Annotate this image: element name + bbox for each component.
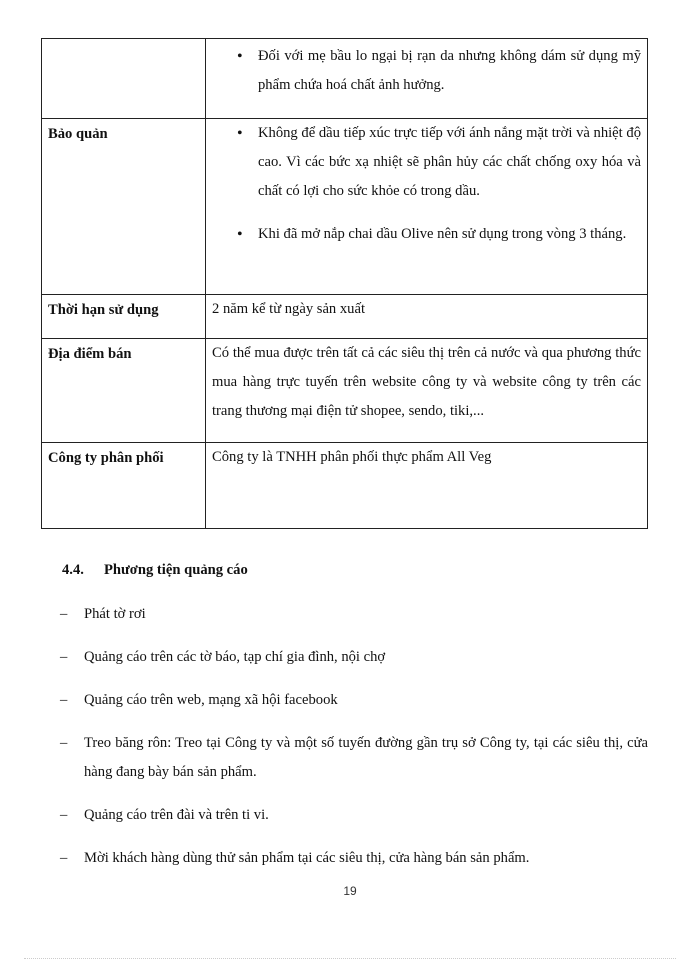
bullet-item: • Không để dầu tiếp xúc trực tiếp với ánh nắng mặt trời và nhiệt độ cao. Vì các bức xạ nhiệt sẽ phân hủy các chất chống oxy hóa và chất có lợi cho sức khỏe có trong dầu. [212,119,641,206]
list-item-text: Mời khách hàng dùng thử sản phẩm tại các siêu thị, cửa hàng bán sản phẩm. [84,850,530,866]
row-label: Bảo quản [42,119,206,295]
list-item [60,600,648,629]
row-content [206,295,648,339]
row-label [42,39,206,119]
dash-marker: – [60,649,68,665]
section-number: 4.4. [62,562,84,578]
table-row [42,443,648,529]
row-label: Địa điểm bán [42,339,206,443]
dash-marker: – [60,606,68,622]
list-item [60,643,648,672]
dash-marker: – [60,735,68,751]
dash-marker: – [60,692,68,708]
list-item-text: Quảng cáo trên đài và trên ti vi. [84,807,269,823]
list-item-text: Quảng cáo trên web, mạng xã hội facebook [84,692,338,708]
row-text: Công ty là TNHH phân phối thực phẩm All Veg [212,449,492,465]
row-content [206,443,648,529]
row-content [206,119,648,295]
section-heading [62,558,248,582]
list-item-text: Phát tờ rơi [84,606,146,622]
bullet-item: • Đối với mẹ bầu lo ngại bị rạn da nhưng không dám sử dụng mỹ phẩm chứa hoá chất ảnh hưởng. [212,42,641,100]
list-item [60,686,648,715]
list-item [60,844,648,873]
list-item [60,801,648,830]
advertising-list [60,600,648,873]
bullet-item: • Khi đã mở nắp chai dầu Olive nên sử dụng trong vòng 3 tháng. [212,220,641,249]
bullet-list [212,42,641,100]
row-label: Thời hạn sử dụng [42,295,206,339]
product-info-table [41,38,648,529]
row-text: Có thể mua được trên tất cả các siêu thị trên cả nước và qua phương thức mua hàng trực tuyến trên website công ty và website công ty trên các trang thương mại điện tử shopee, sendo, tiki,... [212,345,641,419]
dash-marker: – [60,850,68,866]
row-text: 2 năm kể từ ngày sản xuất [212,301,365,317]
table-row [42,295,648,339]
row-content [206,39,648,119]
section-title-text: Phương tiện quảng cáo [104,562,248,578]
table-row [42,339,648,443]
dash-marker: – [60,807,68,823]
row-label: Công ty phân phối [42,443,206,529]
row-content [206,339,648,443]
list-item [60,729,648,787]
bullet-list [212,119,641,249]
page-number: 19 [343,884,357,898]
list-item-text: Quảng cáo trên các tờ báo, tạp chí gia đình, nội chợ [84,649,386,665]
table-row [42,39,648,119]
page-bottom-divider [24,958,676,959]
list-item-text: Treo băng rôn: Treo tại Công ty và một số tuyến đường gần trụ sở Công ty, tại các siêu thị, cửa hàng đang bày bán sản phẩm. [84,735,648,780]
table-row [42,119,648,295]
